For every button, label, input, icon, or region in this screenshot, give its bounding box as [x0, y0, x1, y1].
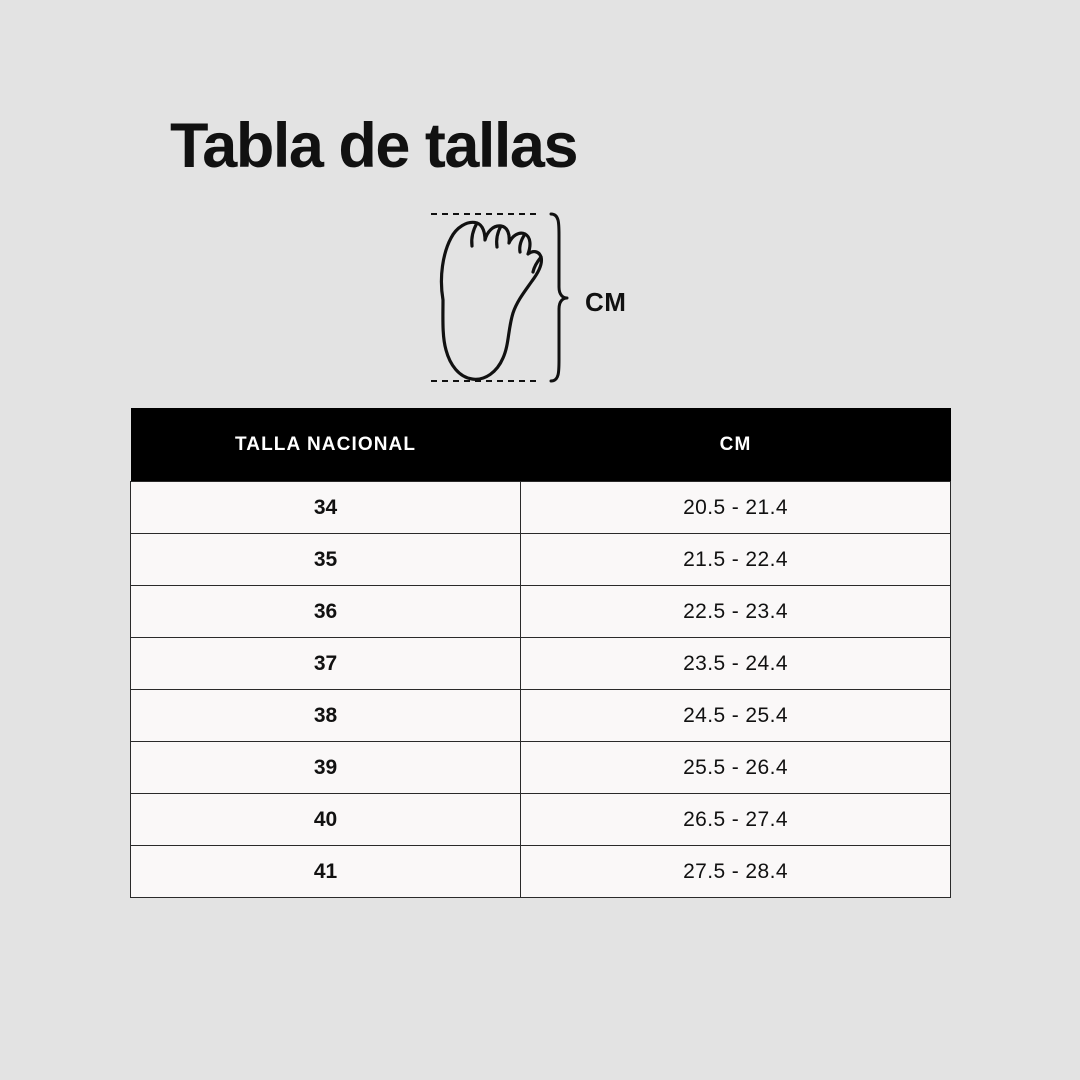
cell-cm: 26.5 - 27.4	[521, 794, 951, 846]
cell-size: 39	[131, 742, 521, 794]
cell-cm: 24.5 - 25.4	[521, 690, 951, 742]
table-row	[131, 482, 951, 534]
cell-size: 35	[131, 534, 521, 586]
cell-cm: 22.5 - 23.4	[521, 586, 951, 638]
table-row	[131, 638, 951, 690]
table-row	[131, 742, 951, 794]
cell-size: 37	[131, 638, 521, 690]
cell-size: 36	[131, 586, 521, 638]
cell-size: 34	[131, 482, 521, 534]
cell-size: 40	[131, 794, 521, 846]
column-header-talla-nacional: TALLA NACIONAL	[131, 408, 521, 482]
cell-size: 38	[131, 690, 521, 742]
table-row	[131, 794, 951, 846]
cell-cm: 21.5 - 22.4	[521, 534, 951, 586]
cell-size: 41	[131, 846, 521, 898]
cell-cm: 20.5 - 21.4	[521, 482, 951, 534]
foot-measurement-diagram	[415, 205, 675, 390]
table-row	[131, 586, 951, 638]
table-row	[131, 690, 951, 742]
cm-measure-label: CM	[585, 287, 627, 317]
cell-cm: 27.5 - 28.4	[521, 846, 951, 898]
foot-outline-icon	[441, 222, 541, 379]
table-row	[131, 846, 951, 898]
cell-cm: 25.5 - 26.4	[521, 742, 951, 794]
size-chart-table	[130, 408, 951, 898]
table-header-row	[131, 408, 951, 482]
measurement-bracket-icon	[551, 214, 567, 381]
cell-cm: 23.5 - 24.4	[521, 638, 951, 690]
page-title: Tabla de tallas	[170, 111, 577, 181]
table-row	[131, 534, 951, 586]
column-header-cm: CM	[521, 408, 951, 482]
